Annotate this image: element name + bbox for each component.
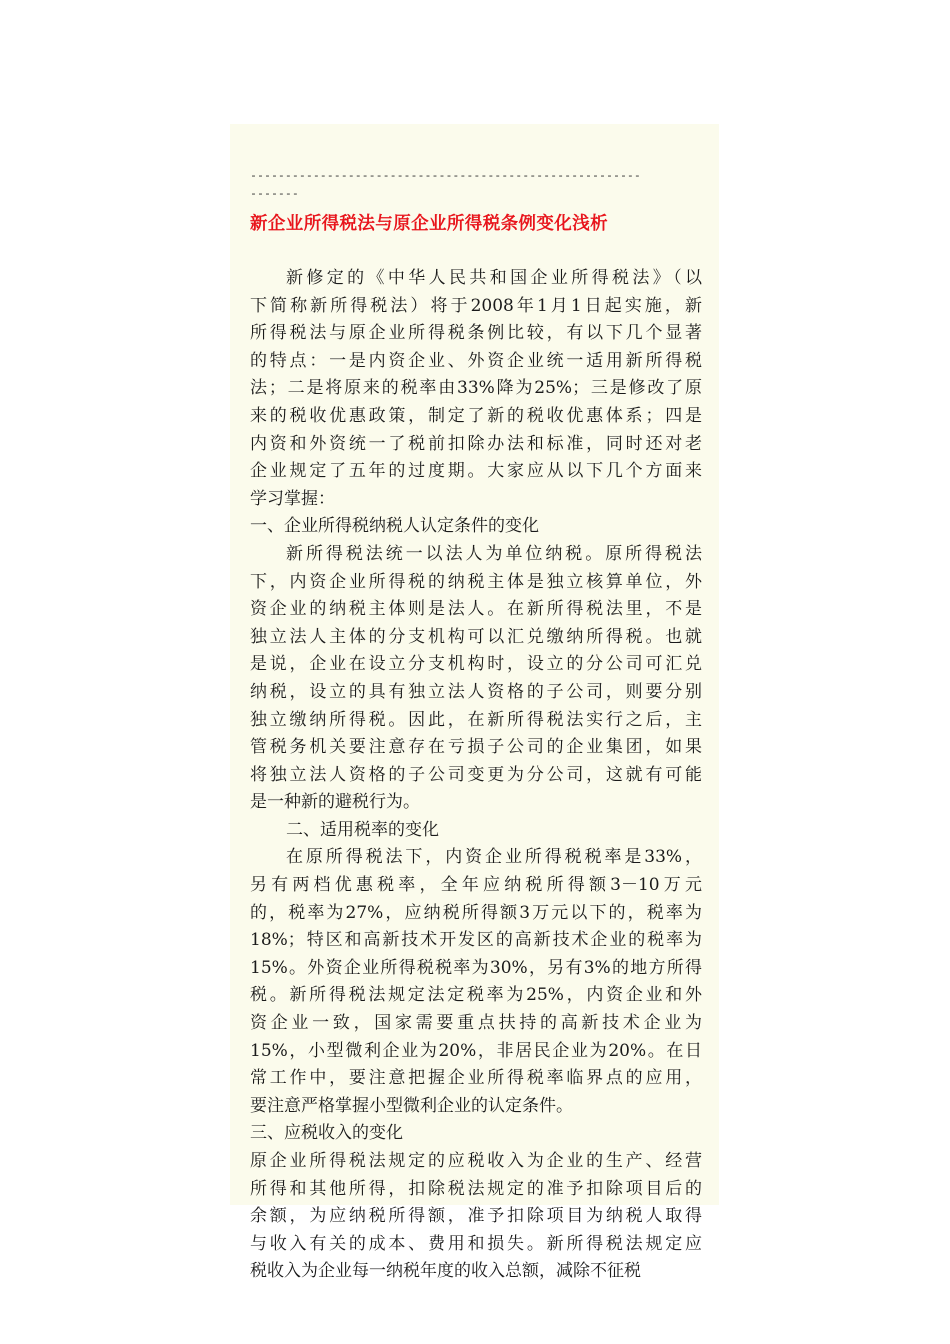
text-line: 税收入为企业每一纳税年度的收入总额，减除不征税 <box>250 1261 641 1282</box>
paragraph <box>250 817 705 845</box>
text-line: 新所得税法统一以法人为单位纳税。原所得税法 <box>286 543 702 564</box>
paragraph <box>250 541 705 817</box>
text-line: 常工作中，要注意把握企业所得税率临界点的应用， <box>250 1068 702 1089</box>
text-line: 管税务机关要注意存在亏损子公司的企业集团，如果 <box>250 737 702 758</box>
text-line: 18%；特区和高新技术开发区的高新技术企业的税率为 <box>250 930 702 951</box>
text-line: 新修定的《中华人民共和国企业所得税法》（以 <box>286 268 702 288</box>
text-line: 的，税率为27%，应纳税所得额3万元以下的，税率为 <box>250 902 702 923</box>
paragraph <box>250 1120 705 1148</box>
document-content <box>250 166 705 1286</box>
text-line: 三、应税收入的变化 <box>250 1123 403 1144</box>
text-line: 学习掌握： <box>250 488 335 509</box>
title-spacer <box>250 237 705 265</box>
text-line: 15%，小型微利企业为20%，非居民企业为20%。在日 <box>250 1040 702 1061</box>
text-line: 是说，企业在设立分支机构时，设立的分公司可汇兑 <box>250 654 702 675</box>
separator-line-1: -------------------------------------------------------- <box>250 168 641 182</box>
text-line: 一、企业所得税纳税人认定条件的变化 <box>250 516 539 537</box>
text-line: 下，内资企业所得税的纳税主体是独立核算单位，外 <box>250 571 702 592</box>
text-line: 是一种新的避税行为。 <box>250 792 420 813</box>
paragraph <box>250 265 705 513</box>
text-line: 税。新所得税法规定法定税率为25%，内资企业和外 <box>250 985 702 1006</box>
article-body <box>250 265 705 1286</box>
text-line: 余额，为应纳税所得额，准予扣除项目为纳税人取得 <box>250 1206 702 1227</box>
article-title: 新企业所得税法与原企业所得税条例变化浅析 <box>250 214 608 234</box>
text-line: 将独立法人资格的子公司变更为分公司，这就有可能 <box>250 764 702 785</box>
paragraph <box>250 1148 705 1286</box>
text-line: 来的税收优惠政策，制定了新的税收优惠体系；四是 <box>250 405 702 426</box>
text-line: 所得税法与原企业所得税条例比较，有以下几个显著 <box>250 323 702 344</box>
paragraph <box>250 513 705 541</box>
text-line: 的特点：一是内资企业、外资企业统一适用新所得税 <box>250 350 702 371</box>
text-line: 独立缴纳所得税。因此，在新所得税法实行之后，主 <box>250 709 702 730</box>
separator-line-2: ------- <box>250 186 299 200</box>
text-line: 另有两档优惠税率，全年应纳税所得额3－10万元 <box>250 875 702 896</box>
text-line: 原企业所得税法规定的应税收入为企业的生产、经营 <box>250 1151 702 1171</box>
text-line: 下简称新所得税法）将于2008年1月1日起实施，新 <box>250 295 702 316</box>
text-line: 与收入有关的成本、费用和损失。新所得税法规定应 <box>250 1233 702 1254</box>
separator-rule <box>250 166 702 202</box>
text-line: 15%。外资企业所得税税率为30%，另有3%的地方所得 <box>250 957 702 978</box>
text-line: 独立法人主体的分支机构可以汇兑缴纳所得税。也就 <box>250 626 702 647</box>
paragraph <box>250 844 705 1120</box>
text-line: 企业规定了五年的过度期。大家应从以下几个方面来 <box>250 461 702 482</box>
text-line: 内资和外资统一了税前扣除办法和标准，同时还对老 <box>250 433 702 454</box>
text-line: 纳税，设立的具有独立法人资格的子公司，则要分别 <box>250 681 702 702</box>
text-line: 二、适用税率的变化 <box>286 819 439 840</box>
text-line: 在原所得税法下，内资企业所得税税率是33%， <box>286 847 702 868</box>
text-line: 资企业的纳税主体则是法人。在新所得税法里，不是 <box>250 599 702 620</box>
text-line: 法；二是将原来的税率由33%降为25%；三是修改了原 <box>250 378 702 399</box>
text-line: 资企业一致，国家需要重点扶持的高新技术企业为 <box>250 1013 702 1034</box>
text-line: 所得和其他所得，扣除税法规定的准予扣除项目后的 <box>250 1178 702 1199</box>
text-line: 要注意严格掌握小型微利企业的认定条件。 <box>250 1095 573 1116</box>
